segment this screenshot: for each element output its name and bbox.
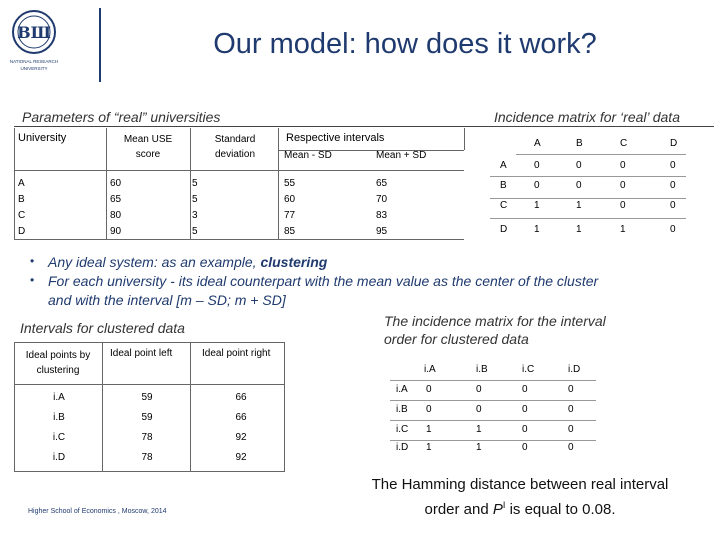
real-cell: 0 <box>620 200 626 211</box>
real-row-b-label: B <box>500 180 507 191</box>
bullet-marker: • <box>30 273 35 287</box>
clust-row-b-left: 59 <box>141 412 153 423</box>
logo-line-1: NATIONAL RESEARCH <box>9 59 59 64</box>
real-cell: 0 <box>670 224 676 235</box>
logo-line-2: UNIVERSITY <box>20 66 48 71</box>
clust-row-c-label: i.C <box>396 424 409 435</box>
header-std-dev: Standard deviation <box>214 134 256 160</box>
real-cell: 0 <box>670 160 676 171</box>
clust-cell: 0 <box>568 384 574 395</box>
clust-row-b-point: i.B <box>53 412 65 423</box>
real-cell: 1 <box>576 224 582 235</box>
clust-col-b: i.B <box>476 364 488 375</box>
header-university: University <box>18 132 67 144</box>
incidence-real-title: Incidence matrix for ‘real’ data <box>494 109 680 125</box>
param-row-c-mean: 80 <box>110 210 122 221</box>
clust-row-a-left: 59 <box>141 392 153 403</box>
clustered-intervals-table <box>14 342 284 472</box>
clust-cell: 0 <box>476 404 482 415</box>
real-cell: 0 <box>576 160 582 171</box>
clust-row-a-right: 66 <box>235 392 247 403</box>
clust-cell: 1 <box>476 442 482 453</box>
param-row-c-high: 83 <box>376 210 388 221</box>
bullet-marker: • <box>30 254 35 268</box>
clust-cell: 0 <box>568 424 574 435</box>
param-row-d-sd: 5 <box>192 226 198 237</box>
clust-row-a-point: i.A <box>53 392 65 403</box>
real-cell: 0 <box>576 180 582 191</box>
hamming-line-1: The Hamming distance between real interval <box>371 476 669 493</box>
clust-cell: 1 <box>476 424 482 435</box>
real-col-a: A <box>534 138 541 149</box>
param-row-b-sd: 5 <box>192 194 198 205</box>
param-row-d-mean: 90 <box>110 226 122 237</box>
real-cell: 0 <box>534 160 540 171</box>
param-row-b-mean: 65 <box>110 194 122 205</box>
incidence-clustered-title-line1: The incidence matrix for the interval <box>384 313 606 329</box>
clust-cell: 0 <box>568 442 574 453</box>
real-col-c: C <box>620 138 628 149</box>
clust-row-d-right: 92 <box>235 452 247 463</box>
clust-cell: 0 <box>522 442 528 453</box>
real-col-d: D <box>670 138 678 149</box>
param-row-d-low: 85 <box>284 226 296 237</box>
clust-cell: 0 <box>426 404 432 415</box>
incidence-clustered-title-line2: order for clustered data <box>384 331 529 347</box>
slide-title: Our model: how does it work? <box>213 28 597 60</box>
bullet-interval: and with the interval [m – SD; m + SD] <box>48 292 286 308</box>
clust-cell: 0 <box>522 384 528 395</box>
param-row-a-low: 55 <box>284 178 296 189</box>
bullet-emphasis: clustering <box>260 254 328 270</box>
clust-cell: 0 <box>522 404 528 415</box>
param-row-c-sd: 3 <box>192 210 198 221</box>
real-row-d-label: D <box>500 224 508 235</box>
real-cell: 0 <box>670 200 676 211</box>
svg-text:ВШ: ВШ <box>17 23 51 42</box>
parameters-table <box>14 128 464 240</box>
real-cell: 1 <box>576 200 582 211</box>
clust-cell: 0 <box>426 384 432 395</box>
header-intervals: Respective intervals <box>286 132 385 144</box>
header-ideal-points: Ideal points by clustering <box>25 350 91 376</box>
real-cell: 1 <box>534 200 540 211</box>
hamming-conclusion <box>330 475 710 520</box>
param-row-a-university: A <box>18 178 25 189</box>
real-cell: 0 <box>670 180 676 191</box>
bullet-clustering: Any ideal system: as an example, clustering <box>48 254 328 270</box>
param-row-d-university: D <box>18 226 26 237</box>
header-mean-minus-sd: Mean - SD <box>284 150 332 161</box>
param-row-c-low: 77 <box>284 210 296 221</box>
incidence-clustered-title <box>384 312 606 348</box>
header-ideal-left: Ideal point left <box>110 348 173 359</box>
hamming-line-2: order and $P^I$ is equal to 0.08. <box>424 500 616 518</box>
clust-row-b-right: 66 <box>235 412 247 423</box>
parameters-title: Parameters of “real” universities <box>22 109 221 125</box>
footer-text: Higher School of Economics , Moscow, 2014 <box>28 508 167 515</box>
param-row-b-university: B <box>18 194 25 205</box>
bullet-ideal-counterpart: For each university - its ideal counterpart with the mean value as the center of the cluster <box>48 273 599 289</box>
incidence-real-matrix <box>490 130 695 242</box>
header-mean-plus-sd: Mean + SD <box>376 150 427 161</box>
real-cell: 0 <box>620 160 626 171</box>
clust-row-c-left: 78 <box>141 432 153 443</box>
param-row-d-high: 95 <box>376 226 388 237</box>
real-col-b: B <box>576 138 583 149</box>
clust-col-a: i.A <box>424 364 436 375</box>
clust-cell: 1 <box>426 424 432 435</box>
incidence-clustered-matrix <box>390 360 600 456</box>
param-row-b-high: 70 <box>376 194 388 205</box>
clust-row-b-label: i.B <box>396 404 408 415</box>
clust-row-d-point: i.D <box>52 452 66 463</box>
param-row-b-low: 60 <box>284 194 296 205</box>
real-cell: 0 <box>534 180 540 191</box>
clust-row-a-label: i.A <box>396 384 408 395</box>
clust-cell: 0 <box>476 384 482 395</box>
real-cell: 0 <box>620 180 626 191</box>
clust-col-c: i.C <box>522 364 535 375</box>
parameters-divider <box>14 126 714 127</box>
clustered-title: Intervals for clustered data <box>20 320 185 336</box>
header-divider <box>99 8 101 82</box>
clust-row-d-label: i.D <box>396 442 409 453</box>
clust-cell: 0 <box>568 404 574 415</box>
header-ideal-right: Ideal point right <box>202 348 271 359</box>
real-cell: 1 <box>534 224 540 235</box>
header-mean-use: Mean USE score <box>123 134 173 160</box>
clust-row-c-right: 92 <box>235 432 247 443</box>
param-row-a-high: 65 <box>376 178 388 189</box>
clust-cell: 0 <box>522 424 528 435</box>
real-cell: 1 <box>620 224 626 235</box>
university-logo <box>10 8 58 86</box>
real-row-a-label: A <box>500 160 507 171</box>
clust-col-d: i.D <box>568 364 581 375</box>
real-row-c-label: C <box>500 200 508 211</box>
param-row-c-university: C <box>18 210 26 221</box>
clust-row-c-point: i.C <box>52 432 66 443</box>
param-row-a-mean: 60 <box>110 178 122 189</box>
clust-cell: 1 <box>426 442 432 453</box>
clust-row-d-left: 78 <box>141 452 153 463</box>
param-row-a-sd: 5 <box>192 178 198 189</box>
